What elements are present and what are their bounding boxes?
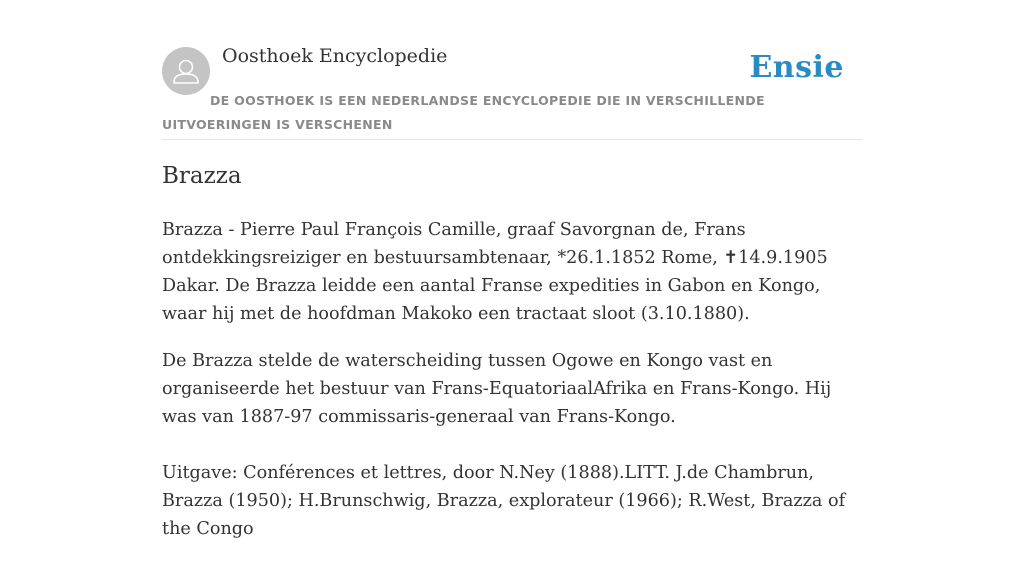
ensie-logo[interactable]: Ensie xyxy=(749,50,844,85)
site-name[interactable]: Oosthoek Encyclopedie xyxy=(222,45,448,67)
site-tagline: DE OOSTHOEK IS EEN NEDERLANDSE ENCYCLOPEDIE DIE IN VERSCHILLENDE UITVOERINGEN IS VERSCHENEN xyxy=(162,93,765,132)
page-container xyxy=(162,0,862,539)
site-header xyxy=(162,0,862,140)
article-body xyxy=(162,216,862,562)
article-paragraph: De Brazza stelde de waterscheiding tussen Ogowe en Kongo vast en organiseerde het bestuur van Frans-EquatoriaalAfrika en Frans-Kongo. Hij was van 1887-97 commissaris-generaal van Frans-Kongo. xyxy=(162,351,832,427)
article-paragraph: Brazza - Pierre Paul François Camille, graaf Savorgnan de, Frans ontdekkingsreiziger en bestuursambtenaar, *26.1.1852 Rome, ✝14.9.1905 Dakar. De Brazza leidde een aantal Franse expedities in Gabon en Kongo, waar hij met de hoofdman Makoko een tractaat sloot (3.10.1880). xyxy=(162,220,828,324)
user-avatar-icon[interactable] xyxy=(162,47,210,95)
article-title: Brazza xyxy=(162,163,242,189)
article-paragraph: Uitgave: Conférences et lettres, door N.Ney (1888).LITT. J.de Chambrun, Brazza (1950); H.Brunschwig, Brazza, explorateur (1966); R.West, Brazza of the Congo xyxy=(162,463,846,539)
